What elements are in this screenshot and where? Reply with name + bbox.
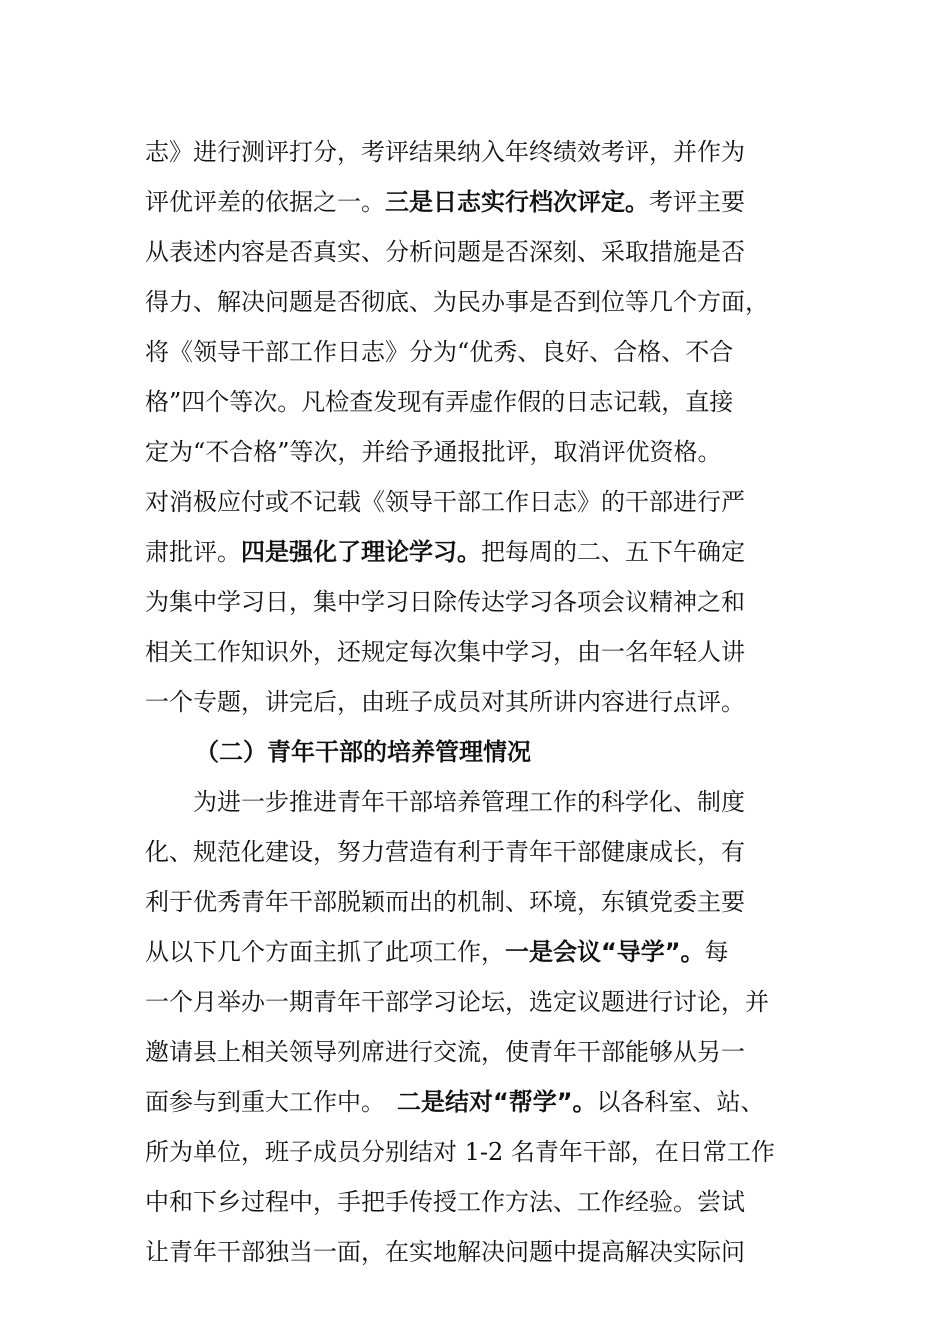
text-segment: 从表述内容是否真实、分析问题是否深刻、采取措施是否 xyxy=(145,238,745,266)
text-line xyxy=(145,437,825,467)
bold-text-segment: 四是强化了理论学习。 xyxy=(241,538,481,566)
text-segment: 评优评差的依据之一。 xyxy=(145,188,385,216)
text-line xyxy=(145,637,825,667)
text-segment: 对消极应付或不记载《领导干部工作日志》的干部进行严 xyxy=(145,488,745,516)
text-line xyxy=(145,537,825,567)
text-line xyxy=(145,587,825,617)
text-line xyxy=(145,687,825,717)
text-segment: 利于优秀青年干部脱颖而出的机制、环境，东镇党委主要 xyxy=(145,888,745,916)
text-segment: 邀请县上相关领导列席进行交流，使青年干部能够从另一 xyxy=(145,1038,745,1066)
text-segment: 肃批评。 xyxy=(145,538,241,566)
text-segment: 为集中学习日，集中学习日除传达学习各项会议精神之和 xyxy=(145,588,745,616)
text-line xyxy=(145,787,825,817)
text-segment: 考评主要 xyxy=(649,188,745,216)
text-line xyxy=(145,1137,825,1167)
text-line xyxy=(145,937,825,967)
bold-text-segment: 二是结对“帮学”。 xyxy=(397,1088,597,1116)
text-segment: 格”四个等次。凡检查发现有弄虚作假的日志记载，直接 xyxy=(145,388,734,416)
text-segment: 一个专题，讲完后，由班子成员对其所讲内容进行点评。 xyxy=(145,688,745,716)
text-segment: 得力、解决问题是否彻底、为民办事是否到位等几个方面， xyxy=(145,288,769,316)
text-line xyxy=(145,287,825,317)
text-segment: 中和下乡过程中，手把手传授工作方法、工作经验。尝试 xyxy=(145,1188,745,1216)
text-line xyxy=(145,187,825,217)
text-line xyxy=(145,487,825,517)
bold-text-segment: 一是会议“导学”。 xyxy=(505,938,705,966)
text-segment: 让青年干部独当一面，在实地解决问题中提高解决实际问 xyxy=(145,1238,745,1266)
text-line xyxy=(145,387,825,417)
text-line xyxy=(145,887,825,917)
text-segment: 定为“不合格”等次，并给予通报批评，取消评优资格。 xyxy=(145,438,722,466)
text-line xyxy=(145,1237,825,1267)
text-line xyxy=(145,1037,825,1067)
text-segment: 每 xyxy=(704,938,729,966)
text-line xyxy=(195,737,875,767)
text-segment: 志》进行测评打分，考评结果纳入年终绩效考评，并作为 xyxy=(145,138,745,166)
text-segment: 以各科室、站、 xyxy=(596,1088,765,1116)
text-segment: 为进一步推进青年干部培养管理工作的科学化、制度 xyxy=(145,788,745,816)
text-line xyxy=(145,237,825,267)
text-line xyxy=(145,837,825,867)
text-segment: 相关工作知识外，还规定每次集中学习，由一名年轻人讲 xyxy=(145,638,745,666)
text-line xyxy=(145,1187,825,1217)
text-line xyxy=(145,987,825,1017)
text-segment: 所为单位，班子成员分别结对 1-2 名青年干部，在日常工作 xyxy=(145,1138,775,1166)
bold-text-segment: 三是日志实行档次评定。 xyxy=(385,188,649,216)
section-heading: （二）青年干部的培养管理情况 xyxy=(195,738,531,766)
text-segment: 将《领导干部工作日志》分为“优秀、良好、合格、不合 xyxy=(145,338,734,366)
text-line xyxy=(145,1087,825,1117)
text-segment: 把每周的二、五下午确定 xyxy=(481,538,745,566)
text-segment: 从以下几个方面主抓了此项工作， xyxy=(145,938,505,966)
text-line xyxy=(145,137,825,167)
text-segment: 面参与到重大工作中。 xyxy=(145,1088,397,1116)
text-line xyxy=(145,337,825,367)
text-segment: 化、规范化建设，努力营造有利于青年干部健康成长，有 xyxy=(145,838,745,866)
text-segment: 一个月举办一期青年干部学习论坛，选定议题进行讨论，并 xyxy=(145,988,769,1016)
